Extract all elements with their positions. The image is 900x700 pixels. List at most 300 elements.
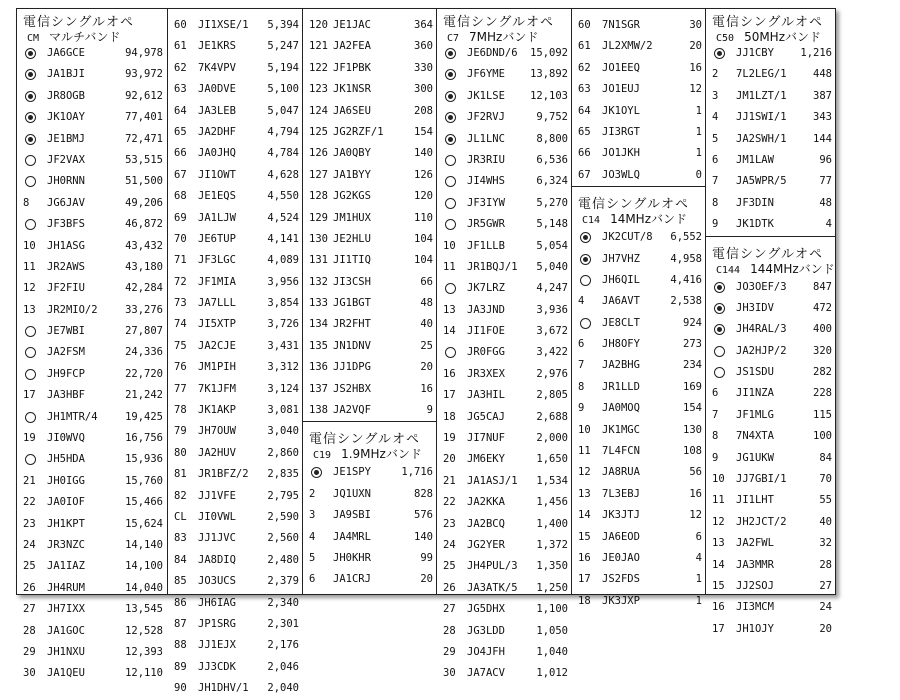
table-row <box>437 278 572 299</box>
rank-number: 26 <box>23 581 36 594</box>
rank-number: 64 <box>174 104 187 117</box>
rank-number: 90 <box>174 682 187 695</box>
score: 4,141 <box>267 232 299 245</box>
table-row <box>572 122 706 143</box>
callsign: JG2RZF/1 <box>333 125 384 138</box>
table-row <box>168 571 303 592</box>
table-row <box>303 15 437 36</box>
table-row <box>303 484 437 505</box>
score: 3,726 <box>267 318 299 331</box>
rank-number: CL <box>174 510 187 523</box>
score: 1,250 <box>536 581 568 594</box>
table-row <box>572 36 706 57</box>
score: 234 <box>683 359 702 372</box>
callsign: 7K1JFM <box>198 382 236 395</box>
table-row <box>168 143 303 164</box>
callsign: JM6EKY <box>467 453 505 466</box>
callsign: 7L4FCN <box>602 445 640 458</box>
score: 15,936 <box>125 453 163 466</box>
double-circle-award-icon <box>445 69 456 80</box>
callsign: JO3UCS <box>198 575 236 588</box>
table-row <box>437 514 572 535</box>
callsign: JA8DIQ <box>198 553 236 566</box>
callsign: JH3IDV <box>736 301 774 314</box>
score: 154 <box>414 125 433 138</box>
table-row <box>168 15 303 36</box>
table-row <box>572 291 706 312</box>
band-name: 14MHzバンド <box>610 212 688 227</box>
score: 4,784 <box>267 147 299 160</box>
callsign: JK1OYL <box>602 104 640 117</box>
score: 32 <box>819 537 832 550</box>
score: 92,612 <box>125 89 163 102</box>
table-row <box>303 101 437 122</box>
callsign: 7N4XTA <box>736 430 774 443</box>
circle-award-icon <box>580 275 591 286</box>
callsign: JG5DHX <box>467 603 505 616</box>
table-row <box>17 407 167 428</box>
rank-number: 60 <box>174 19 187 31</box>
callsign: JI4WHS <box>467 175 505 188</box>
table-row <box>706 277 836 298</box>
rank-number: 77 <box>174 382 187 395</box>
callsign: JI3MCM <box>736 601 774 614</box>
callsign: JA3HBF <box>47 389 85 402</box>
table-row <box>437 428 572 449</box>
score: 4,416 <box>670 273 702 286</box>
score: 9,752 <box>536 111 568 124</box>
score: 2,340 <box>267 596 299 609</box>
score: 144 <box>813 132 832 145</box>
circle-award-icon <box>25 219 36 230</box>
rank-number: 126 <box>309 147 328 160</box>
score: 273 <box>683 338 702 351</box>
table-row <box>706 619 836 640</box>
callsign: JA2HJP/2 <box>736 344 787 357</box>
score: 2,835 <box>267 468 299 481</box>
double-circle-award-icon <box>311 467 322 478</box>
rank-number: 2 <box>309 487 316 500</box>
rank-number: 11 <box>712 494 725 507</box>
rank-number: 6 <box>712 153 719 166</box>
table-row <box>303 505 437 526</box>
callsign: JE7WBI <box>47 325 85 338</box>
table-row <box>437 642 572 663</box>
rank-number: 88 <box>174 639 187 652</box>
rank-number: 63 <box>578 83 591 96</box>
score: 1,650 <box>536 453 568 466</box>
table-row <box>303 122 437 143</box>
table-row <box>17 535 167 556</box>
callsign: JA9SBI <box>333 509 371 522</box>
score: 364 <box>414 19 433 31</box>
table-row <box>706 341 836 362</box>
table-row <box>168 101 303 122</box>
table-row <box>168 250 303 271</box>
rank-number: 21 <box>23 474 36 487</box>
table-row <box>706 576 836 597</box>
score: 4,247 <box>536 282 568 295</box>
rank-number: 85 <box>174 575 187 588</box>
callsign: JH0KHR <box>333 551 371 564</box>
circle-award-icon <box>714 346 725 357</box>
table-row <box>168 614 303 635</box>
score: 5,270 <box>536 196 568 209</box>
callsign: JA0QBY <box>333 147 371 160</box>
callsign: JG5CAJ <box>467 410 505 423</box>
rank-number: 28 <box>443 624 456 637</box>
callsign: JR2MIO/2 <box>47 303 98 316</box>
rank-number: 70 <box>174 232 187 245</box>
section-title: 電信シングルオペ <box>309 432 421 448</box>
table-row <box>168 486 303 507</box>
callsign: JK7LRZ <box>467 282 505 295</box>
table-row <box>437 342 572 363</box>
callsign: JH6IAG <box>198 596 236 609</box>
rank-number: 87 <box>174 617 187 630</box>
callsign: JA3ATK/5 <box>467 581 518 594</box>
callsign: JN1DNV <box>333 339 371 352</box>
double-circle-award-icon <box>714 303 725 314</box>
callsign: JK1NSR <box>333 83 371 96</box>
table-row <box>303 357 437 378</box>
score: 4,550 <box>267 190 299 203</box>
score: 5,054 <box>536 239 568 252</box>
callsign: JG2YER <box>467 538 505 551</box>
score: 12,110 <box>125 667 163 680</box>
score: 360 <box>414 40 433 53</box>
rank-number: 17 <box>443 389 456 402</box>
rank-number: 9 <box>578 402 585 415</box>
table-row <box>168 678 303 699</box>
rank-number: 127 <box>309 168 328 181</box>
score: 0 <box>695 168 702 181</box>
rank-number: 134 <box>309 318 328 331</box>
table-row <box>437 64 572 85</box>
score: 9 <box>426 404 433 417</box>
score: 3,124 <box>267 382 299 395</box>
table-row <box>168 122 303 143</box>
score: 208 <box>414 104 433 117</box>
rank-number: 61 <box>174 40 187 53</box>
score: 15,466 <box>125 496 163 509</box>
table-row <box>17 107 167 128</box>
callsign: 7K4VPV <box>198 61 236 74</box>
callsign: JA4MRL <box>333 530 371 543</box>
callsign: JA6SEU <box>333 104 371 117</box>
table-row <box>706 512 836 533</box>
table-row <box>706 43 836 64</box>
score: 4,628 <box>267 168 299 181</box>
callsign: JA2CJE <box>198 339 236 352</box>
table-row <box>303 143 437 164</box>
table-row <box>168 36 303 57</box>
score: 5,394 <box>267 19 299 31</box>
score: 1 <box>695 573 702 586</box>
table-row <box>303 400 437 421</box>
rank-number: 136 <box>309 361 328 374</box>
callsign: JF6YME <box>467 68 505 81</box>
table-row <box>303 186 437 207</box>
section-title: 電信シングルオペ <box>443 15 555 30</box>
double-circle-award-icon <box>445 91 456 102</box>
double-circle-award-icon <box>580 232 591 243</box>
table-row <box>706 64 836 85</box>
callsign: JQ1UXN <box>333 487 371 500</box>
table-row <box>168 186 303 207</box>
table-row <box>706 214 836 235</box>
table-row <box>303 336 437 357</box>
score: 12,393 <box>125 645 163 658</box>
table-row <box>168 443 303 464</box>
callsign: JG3LDD <box>467 624 505 637</box>
callsign: JI7NUF <box>467 432 505 445</box>
table-row <box>303 58 437 79</box>
callsign: JH4RUM <box>47 581 85 594</box>
rank-number: 76 <box>174 361 187 374</box>
rank-number: 21 <box>443 474 456 487</box>
callsign: JF1PBK <box>333 61 371 74</box>
callsign: JR1LLD <box>602 380 640 393</box>
table-row <box>303 36 437 57</box>
result-section <box>17 9 167 685</box>
score: 49,206 <box>125 196 163 209</box>
rank-number: 130 <box>309 232 328 245</box>
table-row <box>572 101 706 122</box>
table-row <box>168 421 303 442</box>
callsign: JH1DHV/1 <box>198 682 249 695</box>
rank-number: 17 <box>578 573 591 586</box>
table-row <box>303 314 437 335</box>
score: 2,000 <box>536 432 568 445</box>
rank-number: 27 <box>443 603 456 616</box>
score: 70 <box>819 473 832 486</box>
score: 1 <box>695 594 702 607</box>
rank-number: 13 <box>443 303 456 316</box>
rank-number: 2 <box>712 68 719 81</box>
score: 320 <box>813 344 832 357</box>
rank-number: 14 <box>443 325 456 338</box>
score: 43,432 <box>125 239 163 252</box>
circle-award-icon <box>445 219 456 230</box>
section-title: 電信シングルオペ <box>23 15 135 30</box>
rank-number: 4 <box>712 111 719 124</box>
score: 300 <box>414 83 433 96</box>
rank-number: 65 <box>578 125 591 138</box>
rank-number: 8 <box>578 380 585 393</box>
score: 126 <box>414 168 433 181</box>
rank-number: 15 <box>712 579 725 592</box>
category-code: C144 <box>716 264 741 276</box>
table-row <box>572 420 706 441</box>
callsign: JA2FWL <box>736 537 774 550</box>
table-row <box>437 236 572 257</box>
callsign: JR3RIU <box>467 153 505 166</box>
score: 96 <box>819 153 832 166</box>
rank-number: 14 <box>578 509 591 522</box>
table-row <box>437 43 572 64</box>
section-subtitle <box>716 260 835 277</box>
table-row <box>168 593 303 614</box>
callsign: JM1HUX <box>333 211 371 224</box>
rank-number: 4 <box>309 530 316 543</box>
score: 40 <box>819 515 832 528</box>
table-row <box>437 321 572 342</box>
callsign: 7N1SGR <box>602 19 640 31</box>
rank-number: 20 <box>443 453 456 466</box>
rank-number: 125 <box>309 125 328 138</box>
score: 228 <box>813 387 832 400</box>
rank-number: 120 <box>309 19 328 31</box>
category-code: C14 <box>582 215 601 227</box>
callsign: JI1NZA <box>736 387 774 400</box>
rank-number: 135 <box>309 339 328 352</box>
score: 15,092 <box>530 47 568 59</box>
rank-number: 22 <box>23 496 36 509</box>
table-row <box>168 550 303 571</box>
table-row <box>572 569 706 590</box>
table-row <box>168 400 303 421</box>
callsign: JK3JTJ <box>602 509 640 522</box>
score: 46,872 <box>125 218 163 231</box>
result-section <box>437 9 572 685</box>
callsign: JO3OEF/3 <box>736 280 787 293</box>
double-circle-award-icon <box>25 112 36 123</box>
table-row <box>17 150 167 171</box>
table-row <box>706 555 836 576</box>
callsign: JA3JND <box>467 303 505 316</box>
table-row <box>572 484 706 505</box>
callsign: JI5XTP <box>198 318 236 331</box>
table-row <box>706 448 836 469</box>
table-row <box>17 236 167 257</box>
result-section <box>303 421 437 590</box>
circle-award-icon <box>445 155 456 166</box>
table-row <box>168 528 303 549</box>
category-code: C19 <box>313 450 332 462</box>
rank-number: 24 <box>443 538 456 551</box>
table-row <box>168 314 303 335</box>
table-row <box>437 364 572 385</box>
score: 130 <box>683 423 702 436</box>
table-row <box>168 357 303 378</box>
table-row <box>706 298 836 319</box>
score: 16,756 <box>125 432 163 445</box>
score: 55 <box>819 494 832 507</box>
table-row <box>168 657 303 678</box>
callsign: JE1EQS <box>198 190 236 203</box>
score: 154 <box>683 402 702 415</box>
callsign: JF2VAX <box>47 153 85 166</box>
callsign: JM1PIH <box>198 361 236 374</box>
rank-number: 7 <box>578 359 585 372</box>
callsign: JE6DND/6 <box>467 47 518 59</box>
score: 3,672 <box>536 325 568 338</box>
callsign: JA1CRJ <box>333 573 371 586</box>
rank-number: 5 <box>712 132 719 145</box>
rank-number: 66 <box>578 147 591 160</box>
rank-number: 16 <box>443 367 456 380</box>
table-row <box>17 428 167 449</box>
score: 847 <box>813 280 832 293</box>
column-6 <box>705 9 836 635</box>
callsign: JA1ASJ/1 <box>467 474 518 487</box>
rank-number: 67 <box>174 168 187 181</box>
double-circle-award-icon <box>445 48 456 59</box>
callsign: JE2HLU <box>333 232 371 245</box>
rank-number: 11 <box>23 260 36 273</box>
table-row <box>17 514 167 535</box>
table-row <box>17 86 167 107</box>
result-section <box>706 9 836 236</box>
callsign: JS2FDS <box>602 573 640 586</box>
score: 40 <box>420 318 433 331</box>
rank-number: 64 <box>578 104 591 117</box>
rank-number: 133 <box>309 297 328 310</box>
rank-number: 7 <box>712 408 719 421</box>
rank-number: 13 <box>23 303 36 316</box>
callsign: JA1LJW <box>198 211 236 224</box>
callsign: JA1BYY <box>333 168 371 181</box>
rank-number: 25 <box>443 560 456 573</box>
score: 2,805 <box>536 389 568 402</box>
table-row <box>572 15 706 36</box>
column-5 <box>571 9 706 607</box>
callsign: JA7ACV <box>467 667 505 680</box>
rank-number: 19 <box>443 432 456 445</box>
table-row <box>706 150 836 171</box>
callsign: JS1SDU <box>736 366 774 379</box>
rank-number: 8 <box>23 196 30 209</box>
table-row <box>437 407 572 428</box>
score: 84 <box>819 451 832 464</box>
score: 115 <box>813 408 832 421</box>
rank-number: 137 <box>309 382 328 395</box>
table-row <box>168 464 303 485</box>
table-row <box>437 257 572 278</box>
score: 94,978 <box>125 47 163 59</box>
rank-number: 13 <box>712 537 725 550</box>
double-circle-award-icon <box>25 134 36 145</box>
rank-number: 11 <box>578 445 591 458</box>
column-1 <box>17 9 167 680</box>
callsign: JO1EUJ <box>602 83 640 96</box>
score: 1,012 <box>536 667 568 680</box>
table-row <box>437 621 572 642</box>
table-row <box>437 171 572 192</box>
table-row <box>437 471 572 492</box>
score: 108 <box>683 445 702 458</box>
table-row <box>572 377 706 398</box>
callsign: JF3DIN <box>736 196 774 209</box>
table-row <box>706 129 836 150</box>
table-row <box>706 86 836 107</box>
callsign: JK1AKP <box>198 404 236 417</box>
table-row <box>572 505 706 526</box>
callsign: JH7OUW <box>198 425 236 438</box>
score: 2,040 <box>267 682 299 695</box>
section-title: 電信シングルオペ <box>712 15 824 30</box>
score: 169 <box>683 380 702 393</box>
callsign: JJ1JVC <box>198 532 236 545</box>
callsign: JI3CSH <box>333 275 371 288</box>
callsign: JA7LLL <box>198 297 236 310</box>
score: 2,688 <box>536 410 568 423</box>
callsign: JA2SWH/1 <box>736 132 787 145</box>
score: 5,100 <box>267 83 299 96</box>
callsign: JA2DHF <box>198 125 236 138</box>
table-row <box>706 383 836 404</box>
